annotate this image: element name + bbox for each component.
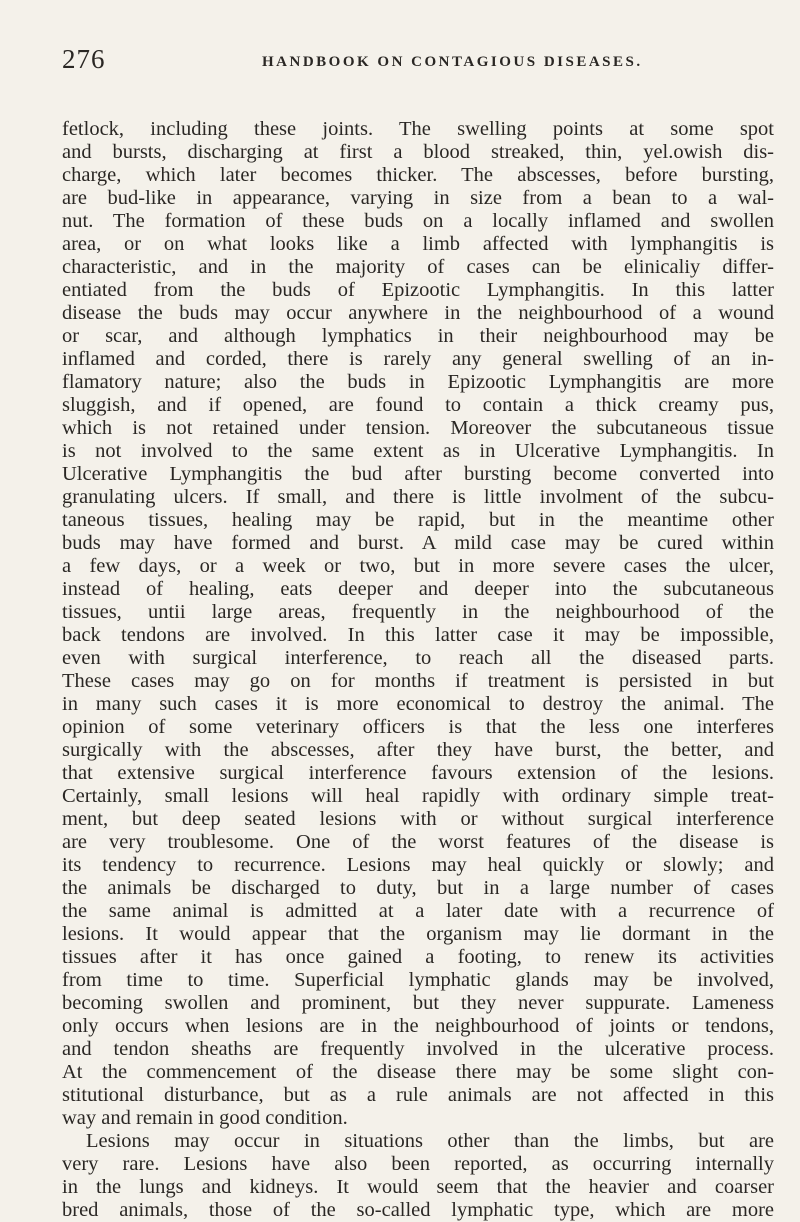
text-line: nut. The formation of these buds on a locally inflamed and swollen	[62, 210, 774, 232]
text-line: bred animals, those of the so-called lymphatic type, which are more	[62, 1199, 774, 1221]
text-line: inflamed and corded, there is rarely any general swelling of an in-	[62, 348, 774, 370]
text-line: Certainly, small lesions will heal rapidly with ordinary simple treat-	[62, 785, 774, 807]
text-line: entiated from the buds of Epizootic Lymphangitis. In this latter	[62, 279, 774, 301]
text-line: opinion of some veterinary officers is that the less one interferes	[62, 716, 774, 738]
text-line: flamatory nature; also the buds in Epizootic Lymphangitis are more	[62, 371, 774, 393]
text-line: and bursts, discharging at first a blood streaked, thin, yel.owish dis-	[62, 141, 774, 163]
text-line: in many such cases it is more economical to destroy the animal. The	[62, 693, 774, 715]
text-line: are very troublesome. One of the worst features of the disease is	[62, 831, 774, 853]
text-line: disease the buds may occur anywhere in the neighbourhood of a wound	[62, 302, 774, 324]
text-line: and tendon sheaths are frequently involved in the ulcerative process.	[62, 1038, 774, 1060]
text-line: sluggish, and if opened, are found to contain a thick creamy pus,	[62, 394, 774, 416]
text-line: Lesions may occur in situations other than the limbs, but are	[86, 1130, 774, 1152]
text-line: only occurs when lesions are in the neighbourhood of joints or tendons,	[62, 1015, 774, 1037]
page-header	[62, 44, 760, 84]
text-line: surgically with the abscesses, after they have burst, the better, and	[62, 739, 774, 761]
text-line: a few days, or a week or two, but in more severe cases the ulcer,	[62, 555, 774, 577]
text-line: the same animal is admitted at a later date with a recurrence of	[62, 900, 774, 922]
text-line: are bud-like in appearance, varying in size from a bean to a wal-	[62, 187, 774, 209]
text-line: fetlock, including these joints. The swelling points at some spot	[62, 118, 774, 140]
text-line: tissues, untii large areas, frequently in the neighbourhood of the	[62, 601, 774, 623]
text-line: way and remain in good condition.	[62, 1107, 348, 1129]
text-line: lesions. It would appear that the organism may lie dormant in the	[62, 923, 774, 945]
text-line: that extensive surgical interference favours extension of the lesions.	[62, 762, 774, 784]
running-head: HANDBOOK ON CONTAGIOUS DISEASES.	[262, 54, 643, 70]
text-line: area, or on what looks like a limb affected with lymphangitis is	[62, 233, 774, 255]
text-line: ment, but deep seated lesions with or without surgical interference	[62, 808, 774, 830]
text-line: even with surgical interference, to reach all the diseased parts.	[62, 647, 774, 669]
text-line: becoming swollen and prominent, but they never suppurate. Lameness	[62, 992, 774, 1014]
text-line: in the lungs and kidneys. It would seem that the heavier and coarser	[62, 1176, 774, 1198]
text-line: is not involved to the same extent as in Ulcerative Lymphangitis. In	[62, 440, 774, 462]
text-line: instead of healing, eats deeper and deeper into the subcutaneous	[62, 578, 774, 600]
text-line: back tendons are involved. In this latter case it may be impossible,	[62, 624, 774, 646]
body-text	[62, 118, 774, 1222]
text-line: from time to time. Superficial lymphatic glands may be involved,	[62, 969, 774, 991]
text-line: buds may have formed and burst. A mild case may be cured within	[62, 532, 774, 554]
text-line: very rare. Lesions have also been reported, as occurring internally	[62, 1153, 774, 1175]
text-line: These cases may go on for months if treatment is persisted in but	[62, 670, 774, 692]
text-line: At the commencement of the disease there may be some slight con-	[62, 1061, 774, 1083]
page-number: 276	[62, 44, 106, 74]
text-line: granulating ulcers. If small, and there is little involment of the subcu-	[62, 486, 774, 508]
text-line: tissues after it has once gained a footing, to renew its activities	[62, 946, 774, 968]
text-line: or scar, and although lymphatics in their neighbourhood may be	[62, 325, 774, 347]
text-line: the animals be discharged to duty, but in a large number of cases	[62, 877, 774, 899]
text-line: stitutional disturbance, but as a rule animals are not affected in this	[62, 1084, 774, 1106]
text-line: Ulcerative Lymphangitis the bud after bursting become converted into	[62, 463, 774, 485]
text-line: characteristic, and in the majority of cases can be elinicaliy differ-	[62, 256, 774, 278]
text-line: its tendency to recurrence. Lesions may heal quickly or slowly; and	[62, 854, 774, 876]
text-line: taneous tissues, healing may be rapid, but in the meantime other	[62, 509, 774, 531]
text-line: charge, which later becomes thicker. The abscesses, before bursting,	[62, 164, 774, 186]
text-line: which is not retained under tension. Moreover the subcutaneous tissue	[62, 417, 774, 439]
